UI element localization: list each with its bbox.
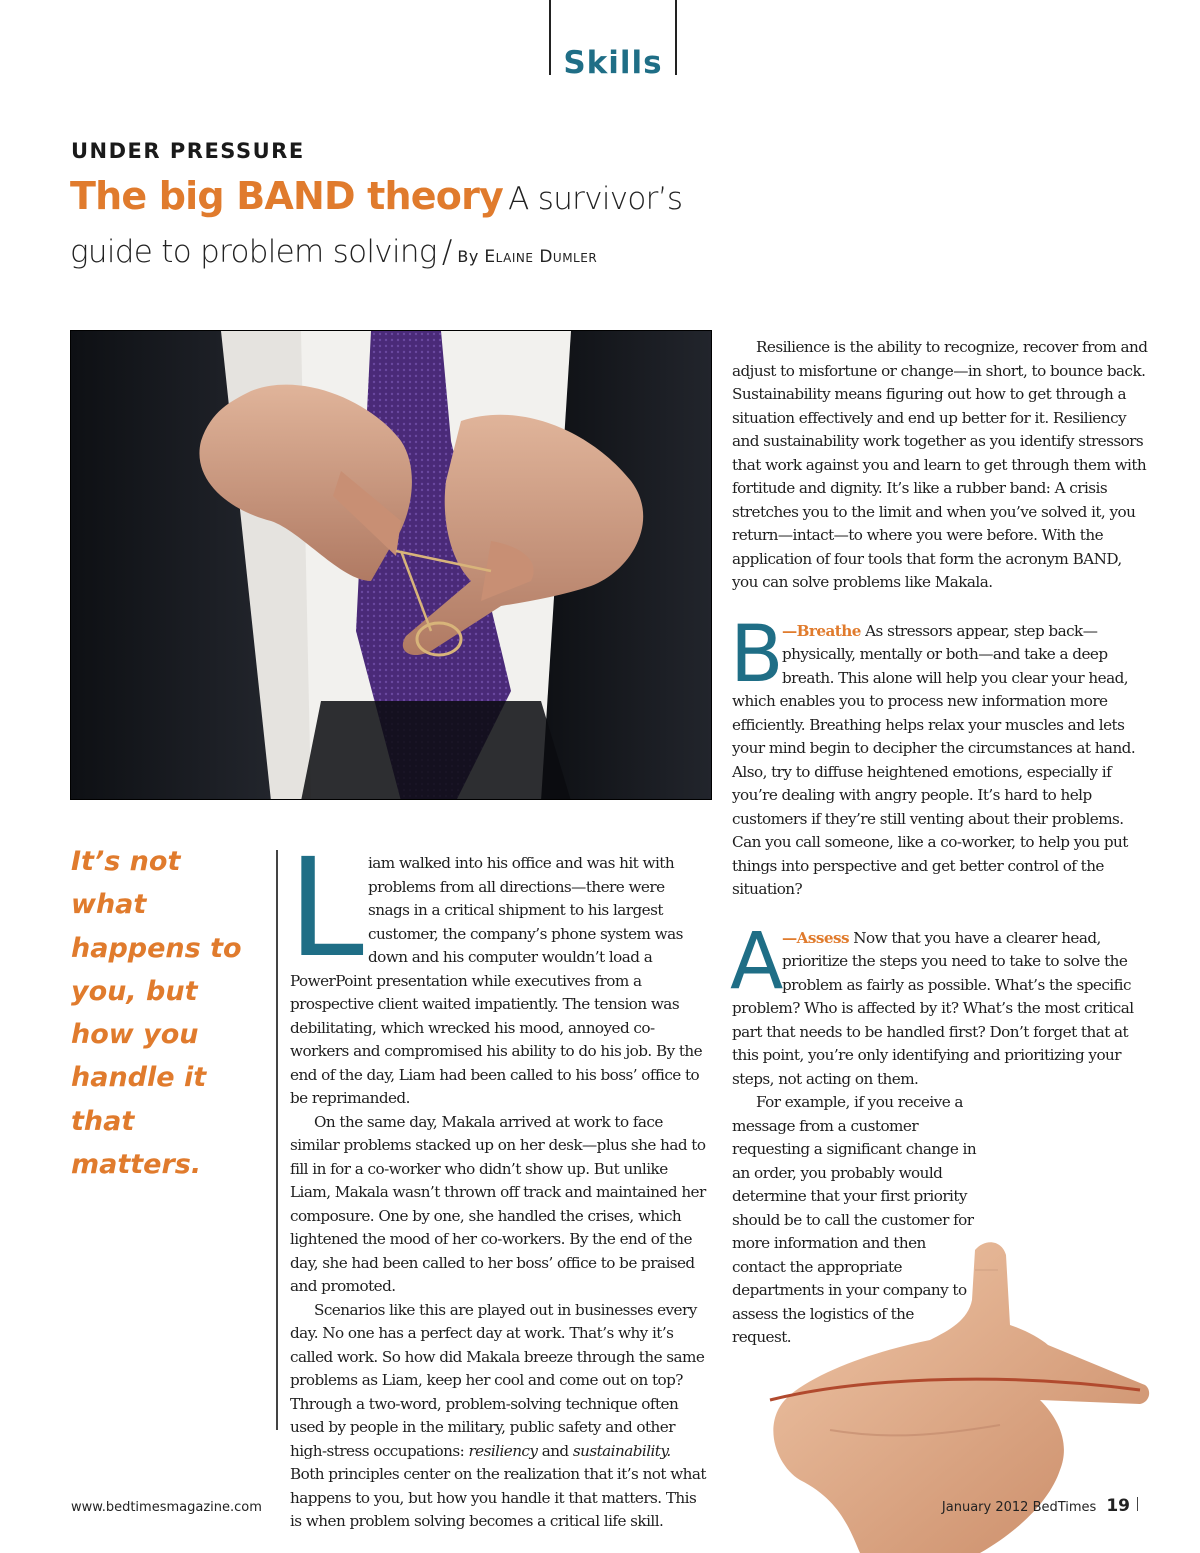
assess-section [730, 916, 1150, 1092]
paragraph-1-text: iam walked into his office and was hit with problems from all directions—there were snags in a critical shipment to his largest customer, the company’s phone system was down and his computer wouldn’t load a PowerPoint presentation while executives from a prospective client waited impatiently. The tension was debilitating, which wrecked his mood, annoyed co-workers and compromised his ability to do his job. By the end of the day, Liam had been called to his boss’ office to be reprimanded. [290, 854, 703, 1107]
byline-prefix: By [457, 247, 479, 266]
hands-illustration [71, 331, 712, 800]
drop-cap-a: A [730, 916, 783, 1007]
headline-separator: / [441, 234, 453, 270]
body-paragraph-2: On the same day, Makala arrived at work to face similar problems stacked up on her desk—plus she had to fill in for a co-worker who didn’t show up. But unlike Liam, Makala wasn’t thrown off track and maintained her composure. One by one, she handled the crises, which lightened the mood of her co-workers. By the end of the day, she had been called to her boss’ office to be praised and promoted. [290, 1112, 706, 1295]
article-kicker: UNDER PRESSURE [71, 139, 305, 163]
footer-divider [1137, 1497, 1138, 1511]
breathe-text: As stressors appear, step back—physically, mentally or both—and take a deep breath. This alone will help you clear your head, which enables you to process new information more efficiently. Breathing helps relax your muscles and lets your mind begin to decipher the circumstances at hand. Also, try to diffuse heightened emotions, especially if you’re dealing with angry people. It’s hard to help customers if they’re still venting about their problems. Can you call someone, like a co-worker, to help you put things into perspective and get better control of the situation? [732, 621, 1136, 898]
author-name: Elaine Dumler [484, 247, 598, 267]
article-headline [70, 172, 770, 281]
footer-issue-date: January 2012 [941, 1500, 1029, 1515]
body-paragraph-5: For example, if you receive a message from a customer requesting a significant change in an order, you probably would determine that your first priority should be to call the customer for more information and then contact the appropriate departments in your company to assess the logistics of the request. [732, 1093, 977, 1346]
drop-cap-l: L [288, 830, 364, 988]
paragraph-3-and: and [537, 1441, 573, 1460]
article-title: The big BAND theory [70, 174, 503, 218]
footer-website: www.bedtimesmagazine.com [71, 1500, 262, 1515]
term-resiliency: resiliency [468, 1441, 538, 1460]
assess-heading: —Assess [782, 928, 849, 947]
paragraph-3-text: Scenarios like this are played out in businesses every day. No one has a perfect day at work. That’s why it’s called work. So how did Makala breeze through the same problems as Liam, keep her cool and come out on top? Through a two-word, problem-solving technique often used by people in the military, public safety and other high-stress occupations: [290, 1300, 705, 1460]
body-paragraph-4: Resilience is the ability to recognize, recover from and adjust to misfortune or change—in short, to bounce back. Sustainability means figuring out how to get through a situation effectively and end up better for it. Resiliency and sustainability work together as you identify stressors that work against you and learn to get through them with fortitude and dignity. It’s like a rubber band: A crisis stretches you to the limit and when you’ve solved it, you return—intact—to where you were before. With the application of four tools that form the acronym BAND, you can solve problems like Makala. [732, 338, 1148, 591]
footer-magazine: BedTimes [1032, 1500, 1097, 1515]
assess-text: Now that you have a clearer head, prioritize the steps you need to take to solve the problem as fairly as possible. What’s the specific problem? Who is affected by it? What’s the most critical part that needs to be handled first? Don’t forget that at this point, you’re only identifying and prioritizing your steps, not acting on them. [732, 928, 1134, 1088]
body-paragraph-1 [288, 830, 706, 1111]
section-label: Skills [563, 45, 663, 81]
footer-issue-info [942, 1496, 1138, 1516]
body-column-right [732, 336, 1150, 1350]
page-number: 19 [1106, 1496, 1130, 1516]
breathe-section [730, 609, 1150, 902]
pull-quote-rule [276, 850, 278, 1430]
body-paragraph-3 [290, 1299, 706, 1534]
byline [457, 247, 597, 266]
section-tab [549, 0, 677, 81]
body-column-middle [288, 830, 706, 1534]
rubber-band-hands-photo [70, 330, 712, 800]
breathe-heading: —Breathe [782, 621, 861, 640]
paragraph-3-continued: Both principles center on the realization that it’s not what happens to you, but how you handle it that matters. This is when problem solving becomes a critical life skill. [290, 1465, 706, 1530]
drop-cap-b: B [730, 609, 783, 700]
article-subtitle: A survivor’s guide to problem solving [70, 181, 683, 270]
pull-quote: It’s not what happens to you, but how you handle it that matters. [71, 846, 242, 1181]
term-sustainability: sustainability. [572, 1441, 671, 1460]
